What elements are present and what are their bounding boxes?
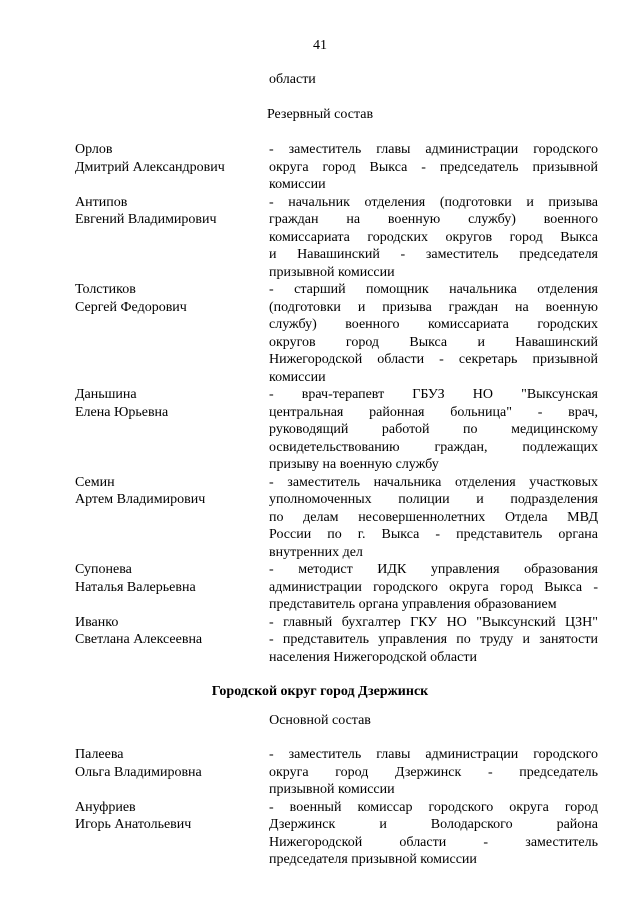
- role-line: председателя призывной комиссии: [269, 852, 477, 867]
- member-name: [75, 561, 269, 614]
- role-line: Нижегородской области - заместитель: [269, 834, 598, 850]
- member-given-names: Елена Юрьевна: [75, 404, 169, 420]
- member-role: [269, 386, 598, 474]
- role-line: внутренних дел: [269, 544, 363, 560]
- role-line: комиссии: [269, 177, 326, 192]
- member-surname: Иванко: [75, 614, 119, 630]
- member-name: [75, 194, 269, 282]
- member-given-names: Игорь Анатольевич: [75, 817, 192, 832]
- role-line: округа город Выкса - председатель призывной: [269, 159, 598, 175]
- member-entry: [75, 561, 598, 614]
- role-line: призывной комиссии: [269, 782, 395, 797]
- role-line: - начальник отделения (подготовки и призыва: [269, 194, 598, 210]
- member-entry: [75, 141, 598, 194]
- member-given-names: Сергей Федорович: [75, 299, 187, 315]
- role-line: комиссии: [269, 369, 326, 385]
- role-line: - врач-терапевт ГБУЗ НО "Выксунская: [269, 387, 598, 402]
- role-line: населения Нижегородской области: [269, 649, 477, 665]
- role-line: администрации городского округа город Выкса -: [269, 579, 598, 595]
- role-line: освидетельствованию граждан, подлежащих: [269, 439, 598, 455]
- role-line: (подготовки и призыва граждан на военную: [269, 299, 598, 315]
- member-name: [75, 746, 269, 799]
- member-name: [75, 141, 269, 194]
- member-given-names: Наталья Валерьевна: [75, 579, 196, 595]
- role-line: - методист ИДК управления образования: [269, 562, 598, 577]
- role-line: - заместитель начальника отделения участковых: [269, 474, 598, 490]
- role-line: службу) военного комиссариата городских: [269, 317, 598, 332]
- member-role: [269, 614, 598, 667]
- member-role: [269, 141, 598, 194]
- member-surname: Ануфриев: [75, 799, 136, 815]
- reserve-members-list: [75, 141, 598, 666]
- role-line: - представитель управления по труду и занятости: [269, 632, 598, 647]
- member-name: [75, 474, 269, 562]
- member-given-names: Евгений Владимирович: [75, 212, 217, 227]
- continuation-text: области: [269, 72, 316, 87]
- role-line: центральная районная больница" - врач,: [269, 404, 598, 420]
- page-number: 41: [313, 38, 327, 53]
- role-line: Дзержинск и Володарского района: [269, 817, 598, 832]
- member-entry: [75, 386, 598, 474]
- member-name: [75, 281, 269, 386]
- member-entry: [75, 614, 598, 667]
- member-entry: [75, 194, 598, 282]
- member-role: [269, 746, 598, 799]
- member-entry: [75, 474, 598, 562]
- main-members-list: [75, 746, 598, 869]
- member-given-names: Артем Владимирович: [75, 492, 206, 507]
- member-role: [269, 561, 598, 614]
- role-line: округа город Дзержинск - председатель: [269, 764, 598, 780]
- role-line: и Навашинский - заместитель председателя: [269, 247, 598, 262]
- member-entry: [75, 281, 598, 386]
- role-line: - заместитель главы администрации городского: [269, 142, 598, 157]
- member-surname: Палеева: [75, 747, 124, 762]
- member-entry: [75, 799, 598, 869]
- role-line: - военный комиссар городского округа город: [269, 799, 598, 815]
- role-line: уполномоченных полиции и подразделения: [269, 492, 598, 507]
- member-name: [75, 386, 269, 474]
- member-name: [75, 614, 269, 667]
- role-line: руководящий работой по медицинскому: [269, 422, 598, 437]
- member-name: [75, 799, 269, 869]
- role-line: - главный бухгалтер ГКУ НО "Выксунский ЦЗН": [269, 614, 598, 630]
- member-role: [269, 799, 598, 869]
- member-surname: Антипов: [75, 194, 128, 210]
- role-line: Нижегородской области - секретарь призывной: [269, 352, 598, 367]
- main-composition-heading: Основной состав: [269, 713, 371, 728]
- member-surname: Толстиков: [75, 282, 136, 297]
- member-surname: Супонева: [75, 562, 132, 577]
- role-line: округов город Выкса и Навашинский: [269, 334, 598, 350]
- member-surname: Даньшина: [75, 387, 137, 402]
- member-given-names: Ольга Владимировна: [75, 764, 202, 780]
- role-line: представитель органа управления образованием: [269, 597, 557, 612]
- member-given-names: Дмитрий Александрович: [75, 159, 225, 175]
- member-surname: Орлов: [75, 142, 113, 157]
- reserve-composition-heading: Резервный состав: [266, 107, 374, 122]
- member-role: [269, 281, 598, 386]
- role-line: по делам несовершеннолетних Отдела МВД: [269, 509, 598, 525]
- member-role: [269, 194, 598, 282]
- role-line: комиссариата городских округов город Выкса: [269, 229, 598, 245]
- district-heading: Городской округ город Дзержинск: [211, 684, 429, 699]
- role-line: России по г. Выкса - представитель органа: [269, 527, 598, 542]
- member-given-names: Светлана Алексеевна: [75, 632, 203, 647]
- role-line: призывной комиссии: [269, 264, 395, 280]
- member-entry: [75, 746, 598, 799]
- member-role: [269, 474, 598, 562]
- role-line: - старший помощник начальника отделения: [269, 282, 598, 297]
- role-line: призыву на военную службу: [269, 457, 439, 472]
- member-surname: Семин: [75, 474, 115, 490]
- role-line: - заместитель главы администрации городского: [269, 747, 598, 762]
- role-line: граждан на военную службу) военного: [269, 212, 598, 227]
